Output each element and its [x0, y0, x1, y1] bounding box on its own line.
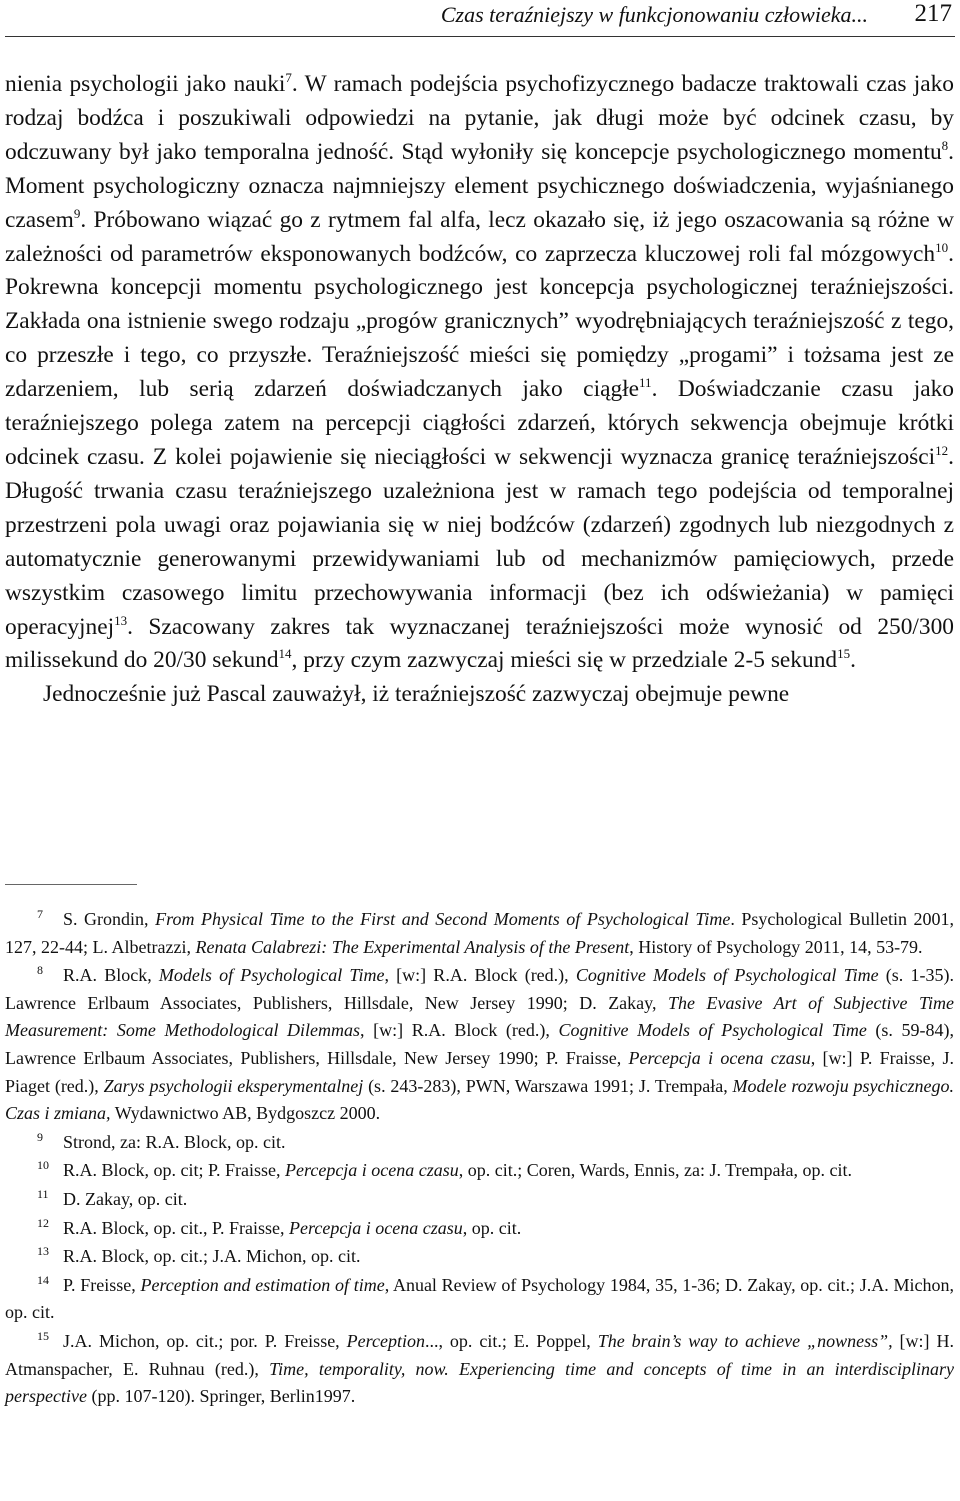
- footnote: 14 P. Freisse, Perception and estimation of time, Anual Review of Psychology 1984, 35, 1-36; D. Zakay, op. cit.; J.A. Michon, op. cit.: [5, 1272, 954, 1323]
- footnotes: [5, 906, 954, 1412]
- running-title: Czas teraźniejszy w funkcjonowaniu człowieka...: [440, 2, 868, 27]
- footnote-separator: [5, 884, 137, 885]
- footnote: 13 R.A. Block, op. cit.; J.A. Michon, op. cit.: [37, 1244, 361, 1267]
- footnote-ref: 12: [935, 442, 949, 458]
- footnote: 10 R.A. Block, op. cit; P. Fraisse, Percepcja i ocena czasu, op. cit.; Coren, Wards, Ennis, za: J. Trempała, op. cit.: [37, 1158, 852, 1181]
- paragraph: Jednocześnie już Pascal zauważył, iż teraźniejszość zazwyczaj obejmuje pewne: [43, 681, 790, 708]
- footnote-ref: 15: [837, 646, 851, 662]
- footnote-ref: 8: [941, 137, 949, 153]
- header-rule: [5, 36, 955, 37]
- footnote: 12 R.A. Block, op. cit., P. Fraisse, Percepcja i ocena czasu, op. cit.: [37, 1215, 522, 1238]
- footnote-ref: 9: [73, 205, 81, 221]
- footnote: 8 R.A. Block, Models of Psychological Time, [w:] R.A. Block (red.), Cognitive Models of Psychological Time (s. 1-35). Lawrence Erlbaum Associates, Publishers, Hillsdale, New Jersey 1990; D. Zakay, The Evasive Art of Subjective Time Measurement: Some Methodological Dilemmas, [w:] R.A. Block (red.), Cognitive Models of Psychological Time (s. 59-84), Lawrence Erlbaum Associates, Publishers, Hillsdale, New Jersey 1990; P. Fraisse, Percepcja i ocena czasu, [w:] P. Fraisse, J. Piaget (red.), Zarys psychologii eksperymentalnej (s. 243-283), PWN, Warszawa 1991; J. Trempała, Modele rozwoju psychicznego. Czas i zmiana, Wydawnictwo AB, Bydgoszcz 2000.: [5, 963, 954, 1124]
- footnote: 9 Strond, za: R.A. Block, op. cit.: [37, 1129, 286, 1152]
- footnote-ref: 10: [935, 239, 949, 255]
- footnote-ref: 7: [285, 70, 292, 85]
- footnote-ref: 13: [114, 612, 128, 628]
- footnote-ref: 11: [639, 375, 652, 391]
- footnote: 7 S. Grondin, From Physical Time to the First and Second Moments of Psychological Time. Psychological Bulletin 2001, 127, 22-44; L. Albetrazzi, Renata Calabrezi: The Experimental Analysis of the Present, History of Psychology 2011, 14, 53-79.: [5, 907, 954, 957]
- page-number: 217: [914, 0, 952, 27]
- footnote-ref: 14: [278, 646, 292, 662]
- paragraph: nienia psychologii jako nauki$^7$. W ramach podejścia psychofizycznego badacze traktowali czas jako rodzaj bodźca i poszukiwali odpowiedzi na pytanie, jak długi może być odcinek czasu, by odczuwany był jako temporalna jedność. Stąd wyłoniły się koncepcje psychologicznego momentu$^8$. Moment psychologiczny oznacza najmniejszy element psychicznego doświadczenia, wyjaśnianego czasem$^9$. Próbowano wiązać go z rytmem fal alfa, lecz okazało się, iż jego oszacowania są różne w zależności od parametrów eksponowanych bodźców, co zaprzecza kluczowej roli fal mózgowych$^{10}$. Pokrewna koncepcji momentu psychologicznego jest koncepcja psychologicznej teraźniejszości. Zakłada ona istnienie swego rodzaju „progów granicznych” wyodrębniających teraźniejszość z tego, co przeszłe i tego, co przyszłe. Teraźniejszość mieści się pomiędzy „progami” i tożsama jest ze zdarzeniem, lub serią zdarzeń doświadczanych jako ciągłe$^{11}$. Doświadczanie czasu jako teraźniejszego polega zatem na percepcji ciągłości zdarzeń, których sekwencja obejmuje krótki odcinek czasu. Z kolei pojawienie się nieciągłości w sekwencji wyznacza granicę teraźniejszości$^{12}$. Długość trwania czasu teraźniejszego uzależniona jest w ramach tego podejścia od temporalnej przestrzeni pola uwagi oraz pojawiania się w niej bodźców (zdarzeń) zgodnych lub niezgodnych z automatycznie generowanymi przewidywaniami lub od mechanizmów pamięciowych, przede wszystkim czasowego limitu przechowywania informacji (bez ich odświeżania) w pamięci operacyjnej$^{13}$. Szacowany zakres tak wyznaczanej teraźniejszości może wynosić od 250/300 milissekund do 20/30 sekund$^{14}$, przy czym zazwyczaj mieści się w przedziale 2-5 sekund$^{15}$.: [5, 70, 954, 674]
- main-text: [5, 68, 954, 712]
- page-header: [0, 0, 960, 36]
- footnote: 15 J.A. Michon, op. cit.; por. P. Freisse, Perception..., op. cit.; E. Poppel, The brain’s way to achieve „nowness”, [w:] H. Atmanspacher, E. Ruhnau (red.), Time, temporality, now. Experiencing time and concepts of time in an interdisciplinary perspective (pp. 107-120). Springer, Berlin1997.: [5, 1328, 955, 1407]
- footnote: 11 D. Zakay, op. cit.: [37, 1186, 188, 1209]
